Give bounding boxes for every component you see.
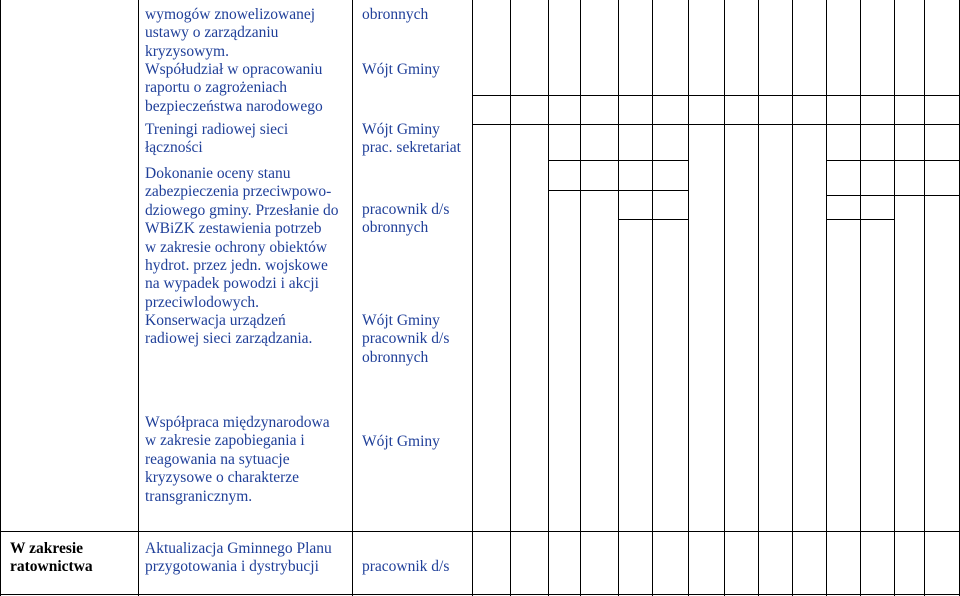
task-text: Treningi radiowej sieci łączności	[145, 121, 289, 157]
task-text: Konserwacja urządzeń radiowej sieci zarządzania.	[145, 312, 313, 348]
task-text: wymogów znowelizowanej ustawy o zarządzaniu kryzysowym.	[145, 6, 316, 60]
responsible-text: Wójt Gminy	[362, 61, 440, 78]
responsible-text: obronnych	[362, 6, 429, 23]
task-text: Aktualizacja Gminnego Planu przygotowania i dystrybucji	[145, 540, 332, 576]
section-label: W zakresie ratownictwa	[10, 540, 93, 576]
task-text: Dokonanie oceny stanu zabezpieczenia przeciwpowo- dziowego gminy. Przesłanie do WBiZK zestawienia potrzeb w zakresie ochrony obiektów hydrot. przez jedn. wojskowe na wypadek powodzi i akcji przeciwlodowych.	[145, 165, 339, 311]
task-text: Współpraca międzynarodowa w zakresie zapobiegania i reagowania na sytuacje kryzysowe o charakterze transgranicznym.	[145, 414, 330, 505]
task-text: Współudział w opracowaniu raportu o zagrożeniach bezpieczeństwa narodowego	[145, 61, 323, 115]
responsible-text: pracownik d/s obronnych	[362, 201, 450, 237]
responsible-text: Wójt Gminy pracownik d/s obronnych	[362, 312, 450, 366]
responsible-text: pracownik d/s	[362, 558, 450, 575]
responsible-text: Wójt Gminy prac. sekretariat	[362, 121, 461, 157]
responsible-text: Wójt Gminy	[362, 433, 440, 450]
